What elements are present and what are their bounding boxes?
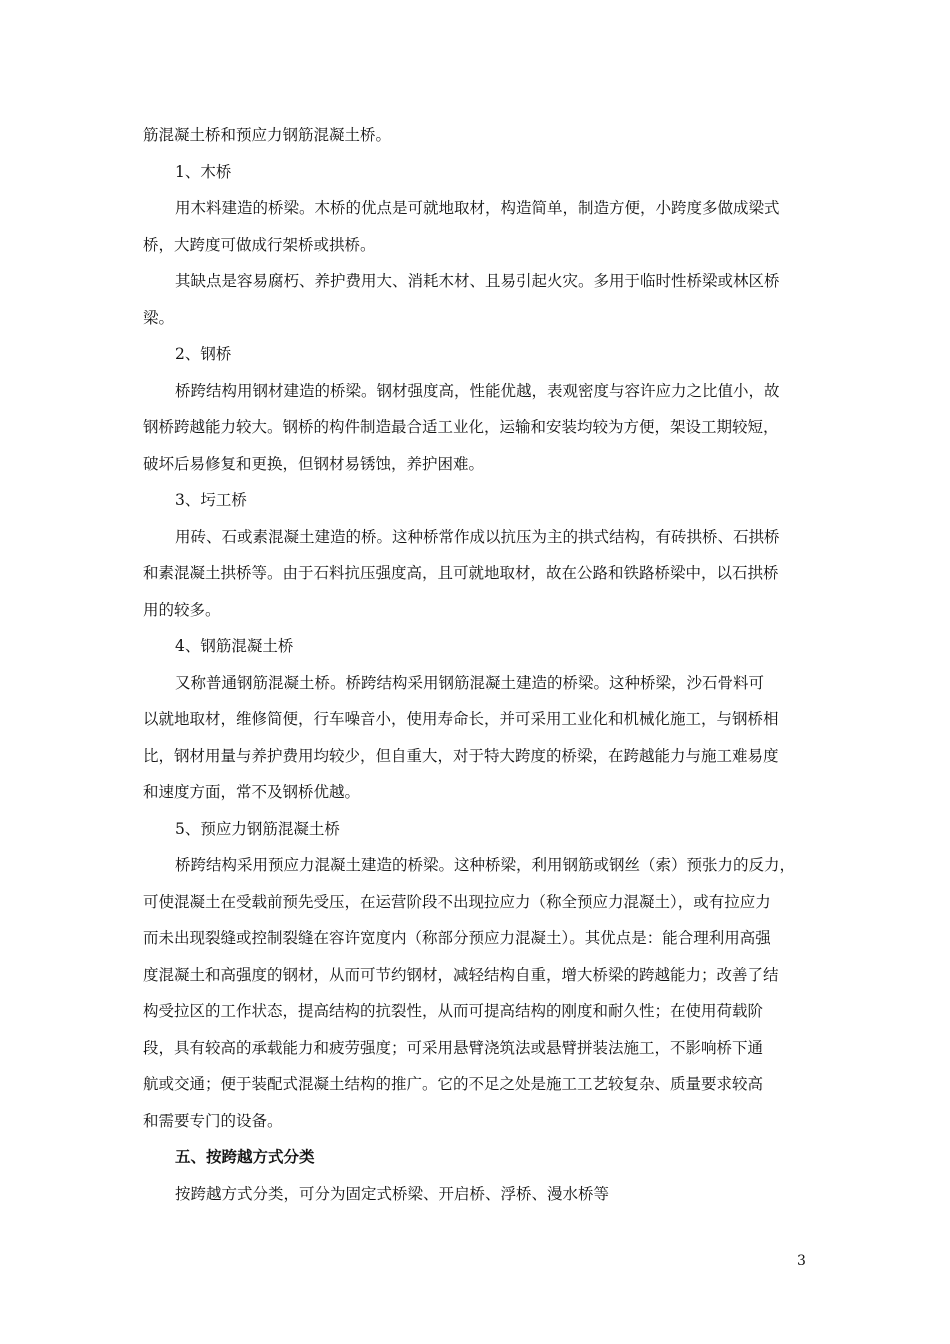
text-line: 度混凝土和高强度的钢材，从而可节约钢材，减轻结构自重，增大桥梁的跨越能力；改善了结 xyxy=(143,965,779,984)
text-line: 而未出现裂缝或控制裂缝在容许宽度内（称部分预应力混凝土）。其优点是：能合理利用高强 xyxy=(143,929,771,947)
text-line: 用砖、石或素混凝土建造的桥。这种桥常作成以抗压为主的拱式结构，有砖拱桥、石拱桥 xyxy=(175,527,780,546)
document-body xyxy=(143,117,813,1212)
text-line: 其缺点是容易腐朽、养护费用大、消耗木材、且易引起火灾。多用于临时性桥梁或林区桥 xyxy=(175,272,780,290)
page-number: 3 xyxy=(797,1253,806,1269)
text-line: 按跨越方式分类，可分为固定式桥梁、开启桥、浮桥、漫水桥等 xyxy=(175,1184,610,1203)
text-line: 桥，大跨度可做成行架桥或拱桥。 xyxy=(143,235,376,254)
text-line: 3、圬工桥 xyxy=(175,491,247,509)
text-line: 比，钢材用量与养护费用均较少，但自重大，对于特大跨度的桥梁，在跨越能力与施工难易度 xyxy=(143,746,779,765)
text-line: 桥跨结构用钢材建造的桥梁。钢材强度高，性能优越，表观密度与容许应力之比值小，故 xyxy=(175,381,780,400)
text-line: 构受拉区的工作状态，提高结构的抗裂性，从而可提高结构的刚度和耐久性；在使用荷载阶 xyxy=(143,1002,764,1020)
text-line: 5、预应力钢筋混凝土桥 xyxy=(175,819,340,838)
text-line: 又称普通钢筋混凝土桥。桥跨结构采用钢筋混凝土建造的桥梁。这种桥梁，沙石骨料可 xyxy=(175,673,765,692)
text-line: 和需要专门的设备。 xyxy=(143,1111,283,1130)
text-line: 和素混凝土拱桥等。由于石料抗压强度高，且可就地取材，故在公路和铁路桥梁中，以石拱桥 xyxy=(143,564,779,582)
section-heading: 五、按跨越方式分类 xyxy=(175,1147,315,1166)
text-line: 钢桥跨越能力较大。钢桥的构件制造最合适工业化，运输和安装均较为方便，架设工期较短， xyxy=(143,418,779,436)
text-line: 4、钢筋混凝土桥 xyxy=(175,637,294,655)
text-line: 2、钢桥 xyxy=(175,345,232,363)
text-line: 破坏后易修复和更换，但钢材易锈蚀，养护困难。 xyxy=(143,454,485,473)
text-line: 用的较多。 xyxy=(143,600,221,619)
text-line: 可使混凝土在受载前预先受压，在运营阶段不出现拉应力（称全预应力混凝土），或有拉应力 xyxy=(143,892,771,911)
text-line: 和速度方面，常不及钢桥优越。 xyxy=(143,783,361,801)
text-line: 航或交通；便于装配式混凝土结构的推广。它的不足之处是施工工艺较复杂、质量要求较高 xyxy=(143,1075,764,1093)
text-line: 段，具有较高的承载能力和疲劳强度；可采用悬臂浇筑法或悬臂拼装法施工，不影响桥下通 xyxy=(143,1038,764,1057)
text-line: 用木料建造的桥梁。木桥的优点是可就地取材，构造简单，制造方便，小跨度多做成梁式 xyxy=(175,199,780,217)
text-line: 以就地取材，维修简便，行车噪音小，使用寿命长，并可采用工业化和机械化施工，与钢桥相 xyxy=(143,710,779,728)
text-line: 梁。 xyxy=(143,308,175,327)
text-line: 桥跨结构采用预应力混凝土建造的桥梁。这种桥梁，利用钢筋或钢丝（索）预张力的反力， xyxy=(175,856,796,874)
text-line: 筋混凝土桥和预应力钢筋混凝土桥。 xyxy=(143,126,392,144)
text-line: 1、木桥 xyxy=(175,162,232,181)
